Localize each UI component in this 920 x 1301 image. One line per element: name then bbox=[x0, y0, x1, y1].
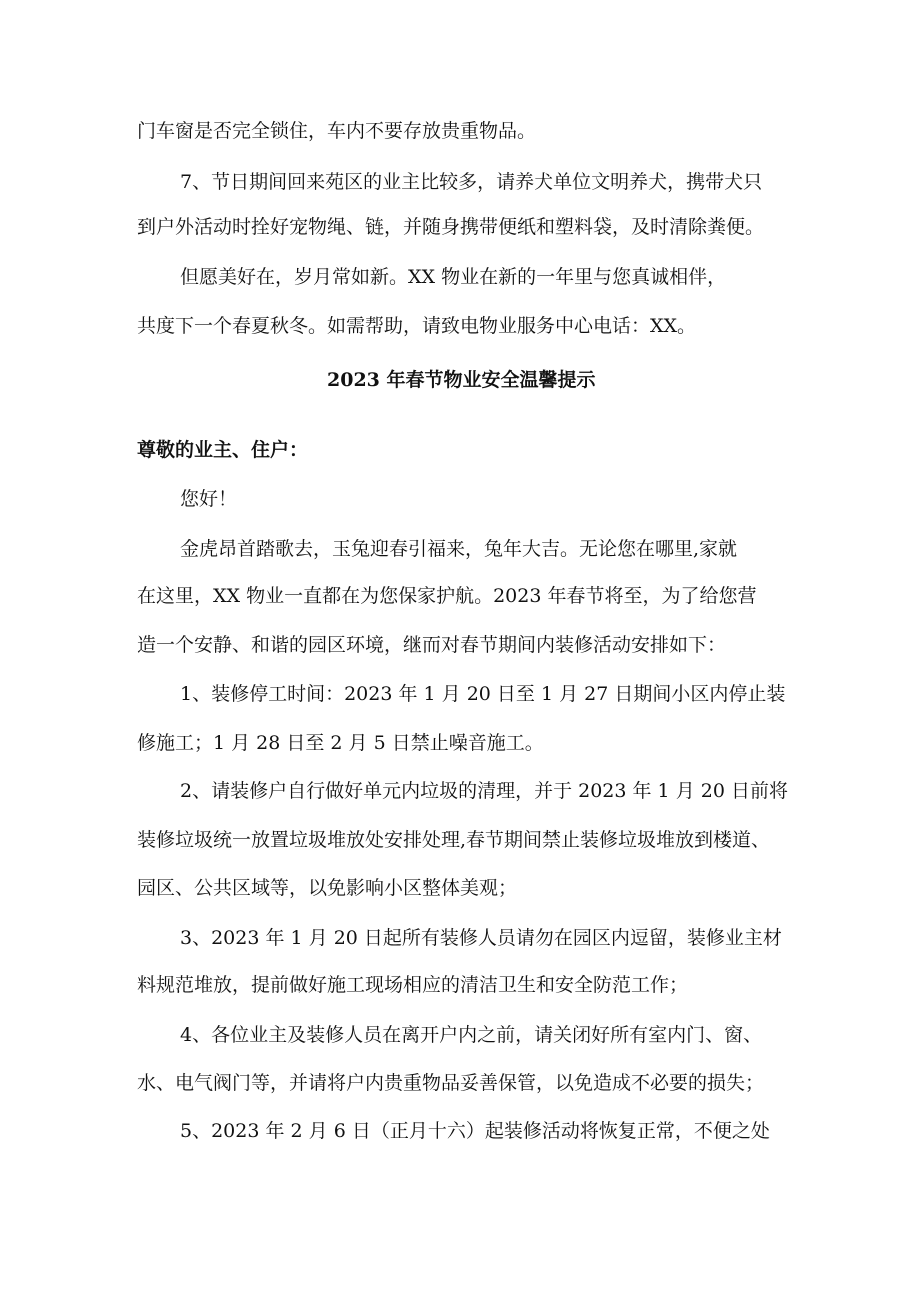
salutation: 尊敬的业主、住户： bbox=[137, 439, 309, 461]
paragraph-line: 到户外活动时拴好宠物绳、链，并随身携带便纸和塑料袋，及时清除粪便。 bbox=[137, 216, 765, 238]
paragraph-line: 门车窗是否完全锁住，车内不要存放贵重物品。 bbox=[137, 120, 537, 142]
paragraph-line: 装修垃圾统一放置垃圾堆放处安排处理,春节期间禁止装修垃圾堆放到楼道、 bbox=[137, 829, 771, 851]
paragraph-line: 造一个安静、和谐的园区环境，继而对春节期间内装修活动安排如下： bbox=[137, 634, 727, 656]
paragraph-line: 园区、公共区域等，以免影响小区整体美观； bbox=[137, 877, 518, 899]
greeting: 您好！ bbox=[180, 488, 238, 510]
paragraph-line: 在这里，XX 物业一直都在为您保家护航。2023 年春节将至，为了给您营 bbox=[137, 585, 757, 607]
paragraph-line: 金虎昂首踏歌去，玉兔迎春引福来，兔年大吉。无论您在哪里,家就 bbox=[180, 538, 738, 560]
paragraph-line: 5、2023 年 2 月 6 日（正月十六）起装修活动将恢复正常，不便之处 bbox=[180, 1120, 770, 1142]
paragraph-line: 2、请装修户自行做好单元内垃圾的清理，并于 2023 年 1 月 20 日前将 bbox=[180, 780, 788, 802]
paragraph-line: 料规范堆放，提前做好施工现场相应的清洁卫生和安全防范工作； bbox=[137, 974, 689, 996]
paragraph-line: 1、装修停工时间：2023 年 1 月 20 日至 1 月 27 日期间小区内停止装 bbox=[180, 683, 786, 705]
paragraph-line: 7、节日期间回来苑区的业主比较多，请养犬单位文明养犬，携带犬只 bbox=[180, 171, 763, 193]
paragraph-line: 共度下一个春夏秋冬。如需帮助，请致电物业服务中心电话：XX。 bbox=[137, 315, 697, 337]
paragraph-line: 但愿美好在，岁月常如新。XX 物业在新的一年里与您真诚相伴， bbox=[180, 266, 727, 288]
paragraph-line: 水、电气阀门等，并请将户内贵重物品妥善保管，以免造成不必要的损失； bbox=[137, 1072, 765, 1094]
paragraph-line: 修施工；1 月 28 日至 2 月 5 日禁止噪音施工。 bbox=[137, 732, 544, 754]
paragraph-line: 4、各位业主及装修人员在离开户内之前，请关闭好所有室内门、窗、 bbox=[180, 1024, 763, 1046]
paragraph-line: 3、2023 年 1 月 20 日起所有装修人员请勿在园区内逗留，装修业主材 bbox=[180, 927, 782, 949]
section-title: 2023 年春节物业安全温馨提示 bbox=[327, 369, 596, 391]
